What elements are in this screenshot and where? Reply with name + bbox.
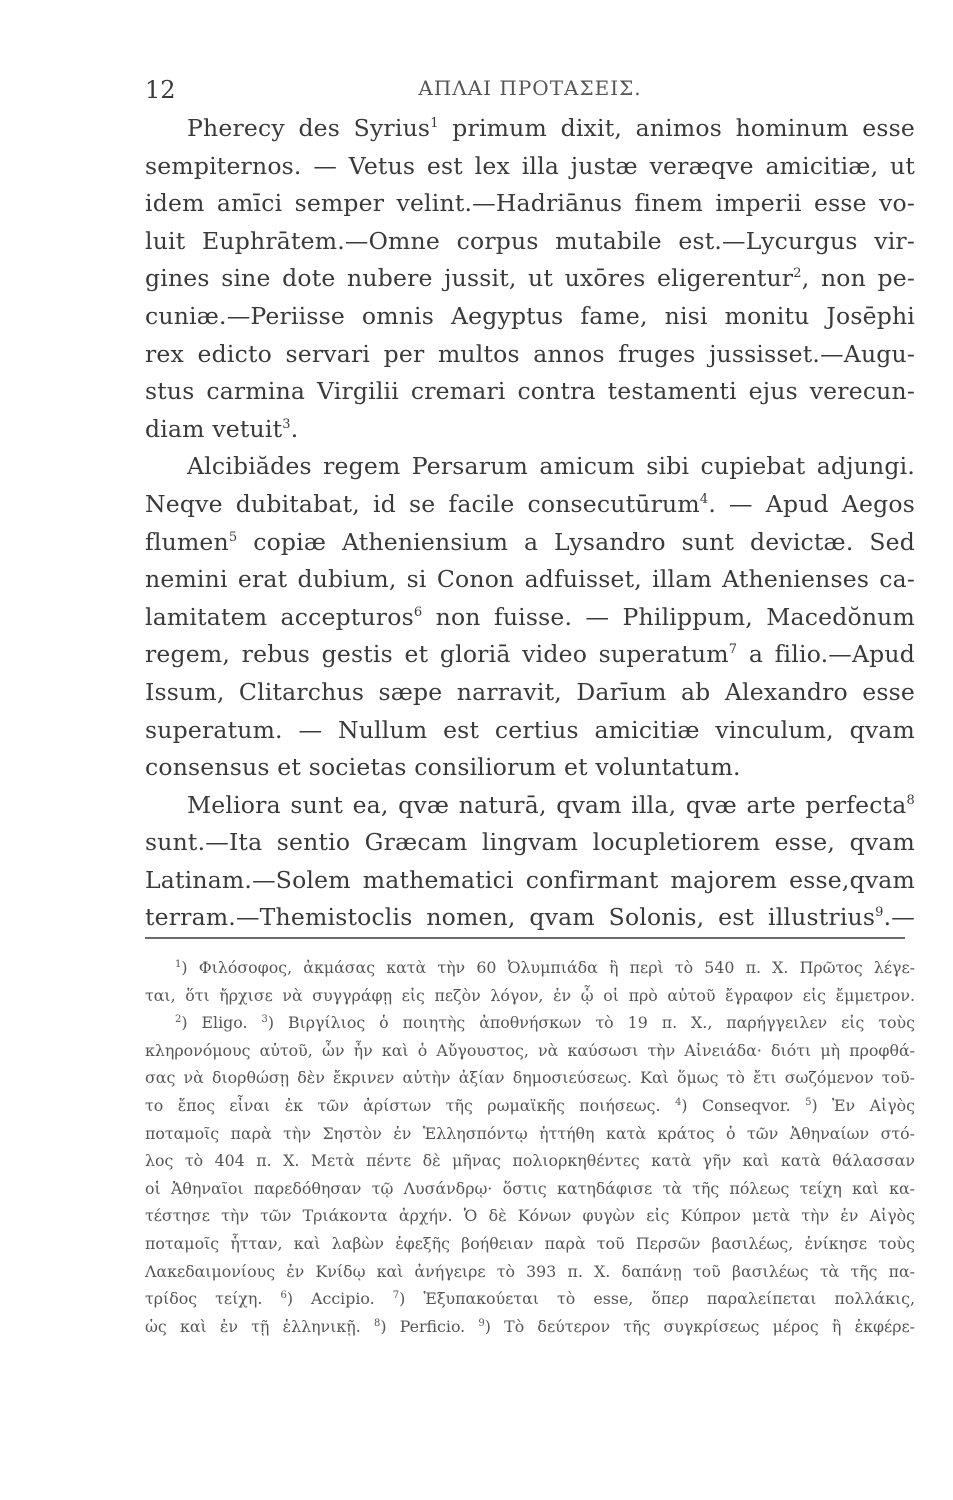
footnote-line: ποταμοῖς ἧτταν, καὶ λαβὼν ἐφεξῆς βοήθειαν παρὰ τοῦ Περσῶν βασιλέως, ἐνίκησε τοὺς bbox=[145, 1233, 915, 1253]
body-line: cuniæ.—Periisse omnis Aegyptus fame, nisi monitu Josēphi bbox=[145, 301, 915, 330]
body-line: Issum, Clitarchus sæpe narravit, Darīum ab Alexandro esse bbox=[145, 677, 915, 706]
footnote-line: ποταμοῖς παρὰ τὴν Σηστὸν ἐν Ἑλλησπόντῳ ἡττήθη κατὰ κράτος ὁ τῶν Ἀθηναίων στό- bbox=[145, 1123, 915, 1143]
running-head bbox=[145, 76, 915, 106]
footnote-line: ται, ὅτι ἤρχισε νὰ συγγράφῃ εἰς πεζὸν λόγον, ἐν ᾧ οἱ πρὸ αὐτοῦ ἔγραφον εἰς ἔμμετρον. bbox=[145, 985, 915, 1005]
footnote-line: λος τὸ 404 π. Χ. Μετὰ πέντε δὲ μῆνας πολιορκηθέντες κατὰ γῆν καὶ κατὰ θάλασσαν bbox=[145, 1151, 915, 1171]
running-title: ΑΠΛΑΙ ΠΡΟΤΑΣΕΙΣ. bbox=[418, 76, 642, 100]
footnote-line: οἱ Ἀθηναῖοι παρεδόθησαν τῷ Λυσάνδρῳ· ὅστις κατηδάφισε τὰ τῆς πόλεως τείχη καὶ κα- bbox=[145, 1178, 915, 1198]
footnote-line: Λακεδαιμονίους ἐν Κνίδῳ καὶ ἀνήγειρε τὸ 393 π. Χ. δαπάνῃ τοῦ βασιλέως τὰ τῆς πα- bbox=[145, 1261, 915, 1281]
page-number: 12 bbox=[145, 76, 176, 104]
body-line: Alcibiădes regem Persarum amicum sibi cupiebat adjungi. bbox=[187, 452, 915, 481]
body-line: lamitatem accepturos$^6$ non fuisse. — Philippum, Macedŏnum bbox=[145, 602, 915, 631]
body-line: nemini erat dubium, si Conon adfuisset, illam Athenienses ca- bbox=[145, 565, 915, 594]
body-line: sunt.—Ita sentio Græcam lingvam locupletiorem esse, qvam bbox=[145, 828, 915, 857]
body-line: Latinam.—Solem mathematici confirmant majorem esse,qvam bbox=[145, 865, 915, 894]
footnote-line: τέστησε τὴν τῶν Τριάκοντα ἀρχήν. Ὁ δὲ Κόνων φυγὼν εἰς Κύπρον μετὰ τὴν ἐν Αἰγὸς bbox=[145, 1206, 915, 1226]
body-line: consensus et societas consiliorum et voluntatum. bbox=[145, 753, 741, 782]
footnote-line: κληρονόμους αὐτοῦ, ὧν ἦν καὶ ὁ Αὔγουστος, νὰ καύσωσι τὴν Αἰνειάδα· διότι μὴ προφθά- bbox=[145, 1040, 915, 1060]
body-line: gines sine dote nubere jussit, ut uxōres eligerentur$^2$, non pe- bbox=[145, 264, 915, 293]
body-line: luit Euphrātem.—Omne corpus mutabile est.—Lycurgus vir- bbox=[145, 226, 915, 255]
body-line: flumen$^5$ copiæ Atheniensium a Lysandro sunt devictæ. Sed bbox=[145, 527, 915, 556]
body-line: Pherecy des Syrius$^1$ primum dixit, animos hominum esse bbox=[187, 114, 915, 142]
footnote-line: $^2$) Eligo. $^3$) Βιργίλιος ὁ ποιητὴς ἀποθνήσκων τὸ 19 π. Χ., παρήγγειλεν εἰς τοὺς bbox=[175, 1013, 915, 1033]
footnote-line: ὡς καὶ ἐν τῇ ἑλληνικῇ. $^8$) Perficio. $^9$) Τὸ δεύτερον τῆς συγκρίσεως μέρος ἢ ἐκφέρε- bbox=[145, 1316, 916, 1336]
footnote-line: σας νὰ διορθώσῃ δὲν ἔκρινεν αὐτὴν ἀξίαν δημοσιεύσεως. Καὶ ὅμως τὸ ἔτι σωζόμενον τοῦ- bbox=[145, 1068, 915, 1088]
footnote-rule bbox=[145, 937, 905, 939]
body-line: rex edicto servari per multos annos fruges jussisset.—Augu- bbox=[145, 339, 915, 368]
body-line: stus carmina Virgilii cremari contra testamenti ejus verecun- bbox=[145, 377, 915, 406]
body-line: regem, rebus gestis et gloriā video superatum$^7$ a filio.—Apud bbox=[145, 640, 915, 669]
body-line: sempiternos. — Vetus est lex illa justæ veræqve amicitiæ, ut bbox=[145, 151, 915, 180]
body-line: Meliora sunt ea, qvæ naturā, qvam illa, qvæ arte perfecta$^8$ bbox=[187, 790, 915, 819]
body-line: diam vetuit$^3$. bbox=[145, 414, 299, 443]
footnotes bbox=[145, 954, 915, 1340]
body-line: Neqve dubitabat, id se facile consecutūrum$^4$. — Apud Aegos bbox=[145, 489, 915, 518]
footnote-line: $^1$) Φιλόσοφος, ἀκμάσας κατὰ τὴν 60 Ὀλυμπιάδα ἢ περὶ τὸ 540 π. Χ. Πρῶτος λέγε- bbox=[175, 958, 915, 977]
footnote-line: το ἔπος εἶναι ἐκ τῶν ἀρίστων τῆς ρωμαϊκῆς ποιήσεως. $^4$) Conseqvor. $^5$) Ἐν Αἰγὸς bbox=[145, 1095, 915, 1115]
body-text bbox=[145, 110, 915, 937]
body-line: superatum. — Nullum est certius amicitiæ vinculum, qvam bbox=[145, 715, 915, 744]
body-line: idem amīci semper velint.—Hadriānus finem imperii esse vo- bbox=[145, 189, 915, 218]
footnote-line: τρίδος τείχη. $^6$) Accipio. $^7$) Ἐξυπακούεται τὸ esse, ὅπερ παραλείπεται πολλάκις, bbox=[145, 1289, 916, 1309]
body-line: terram.—Themistoclis nomen, qvam Solonis, est illustrius$^9$.— bbox=[145, 903, 915, 932]
